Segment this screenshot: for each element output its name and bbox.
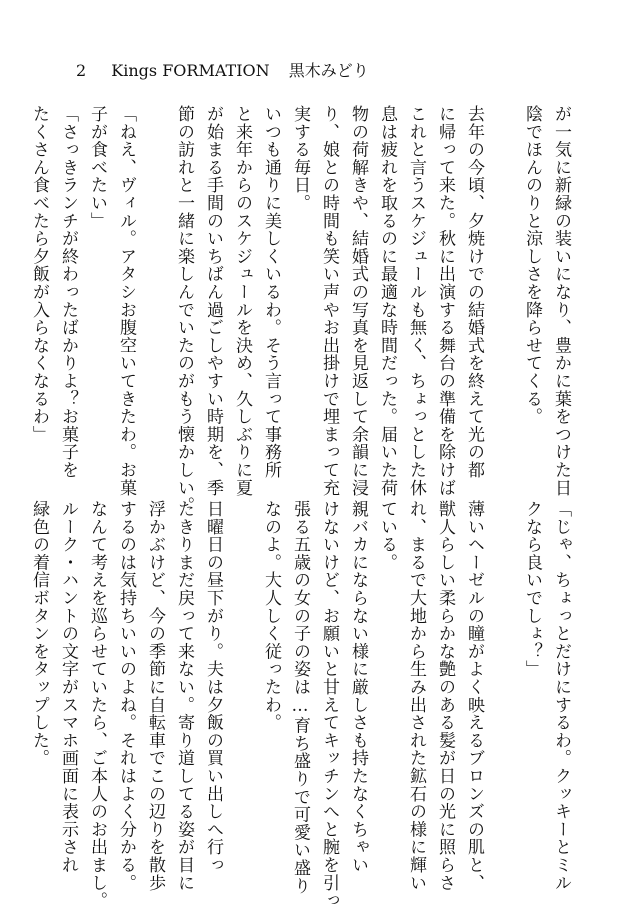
book-title: Kings FORMATION <box>111 61 270 80</box>
text-line: クなら良いでしょ？」 <box>522 500 542 678</box>
text-line: するのは気持ちいいのよね。それはよく分かる。 <box>116 500 136 892</box>
text-line: たきりまだ戻って来ない。寄り道してる姿が目に <box>174 500 194 892</box>
author-name: 黒木みどり <box>288 61 369 80</box>
text-line: 「じゃ、ちょっとだけにするわ。クッキーとミル <box>551 500 571 892</box>
paragraph-spacer <box>488 500 517 845</box>
text-line: これと言うスケジュールも無く、ちょっとした休 <box>406 105 426 497</box>
text-line: 節の訪れと一緒に楽しんでいたのがもう懐かしい。 <box>174 105 194 515</box>
text-line: 親バカにならない様に厳しさも持たなくちゃい <box>348 500 368 874</box>
text-line: 「さっきランチが終わったばかりよ？お菓子を <box>58 105 78 479</box>
text-line: 浮かぶけど、今の季節に自転車でこの辺りを散歩 <box>145 500 165 892</box>
paragraph-spacer <box>488 105 517 455</box>
text-line: が始まる手間のいちばん過ごしやすい時期を、季 <box>203 105 223 497</box>
text-line: 去年の今頃、夕焼けでの結婚式を終えて光の都 <box>464 105 484 479</box>
text-line: 息は疲れを取るのに最適な時間だった。届いた荷 <box>377 105 397 497</box>
top-text-block <box>24 105 575 515</box>
text-line: ルーク・ハントの文字がスマホ画面に表示され <box>58 500 78 874</box>
text-line: 緑色の着信ボタンをタップした。 <box>29 500 49 767</box>
text-line: ている。 <box>377 500 397 572</box>
text-line: 子が食べたい」 <box>87 105 107 230</box>
text-line: 「ねえ、ヴィル。アタシお腹空いてきたわ。お菓 <box>116 105 136 497</box>
text-line: 薄いヘーゼルの瞳がよく映えるブロンズの肌と、 <box>464 500 484 892</box>
text-line: 物の荷解きや、結婚式の写真を見返して余韻に浸 <box>348 105 368 497</box>
bottom-text-block <box>24 500 575 909</box>
text-line: 日曜日の昼下がり。夫は夕飯の買い出しへ行っ <box>203 500 223 874</box>
text-line: 張る五歳の女の子の姿は…育ち盛りで可愛い盛り <box>290 500 310 895</box>
text-line: れ、まるで大地から生み出された鉱石の様に輝い <box>406 500 426 892</box>
text-line: 獣人らしい柔らかな艶のある髪が日の光に照らさ <box>435 500 455 892</box>
text-line: り、娘との時間も笑い声やお出掛けで埋まって充 <box>319 105 339 497</box>
running-header <box>76 58 383 81</box>
text-line: なんて考えを巡らせていたら、ご本人のお出まし。 <box>87 500 107 909</box>
paragraph-spacer <box>140 105 169 455</box>
text-line: が一気に新緑の装いになり、豊かに葉をつけた日 <box>551 105 571 497</box>
text-line: と来年からのスケジュールを決め、久しぶりに夏 <box>232 105 252 497</box>
page-number: 2 <box>76 61 87 80</box>
text-line: なのよ。大人しく従ったわ。 <box>261 500 281 732</box>
text-line: けないけど、お願いと甘えてキッチンへと腕を引っ <box>319 500 339 909</box>
paragraph-spacer <box>227 500 256 845</box>
text-line: 陰でほんのりと涼しさを降らせてくる。 <box>522 105 542 426</box>
text-line: たくさん食べたら夕飯が入らなくなるわ」 <box>29 105 49 444</box>
text-line: いつも通りに美しくいるわ。そう言って事務所 <box>261 105 281 479</box>
text-line: に帰って来た。秋に出演する舞台の準備を除けば <box>435 105 455 497</box>
text-line: 実する毎日。 <box>290 105 310 212</box>
